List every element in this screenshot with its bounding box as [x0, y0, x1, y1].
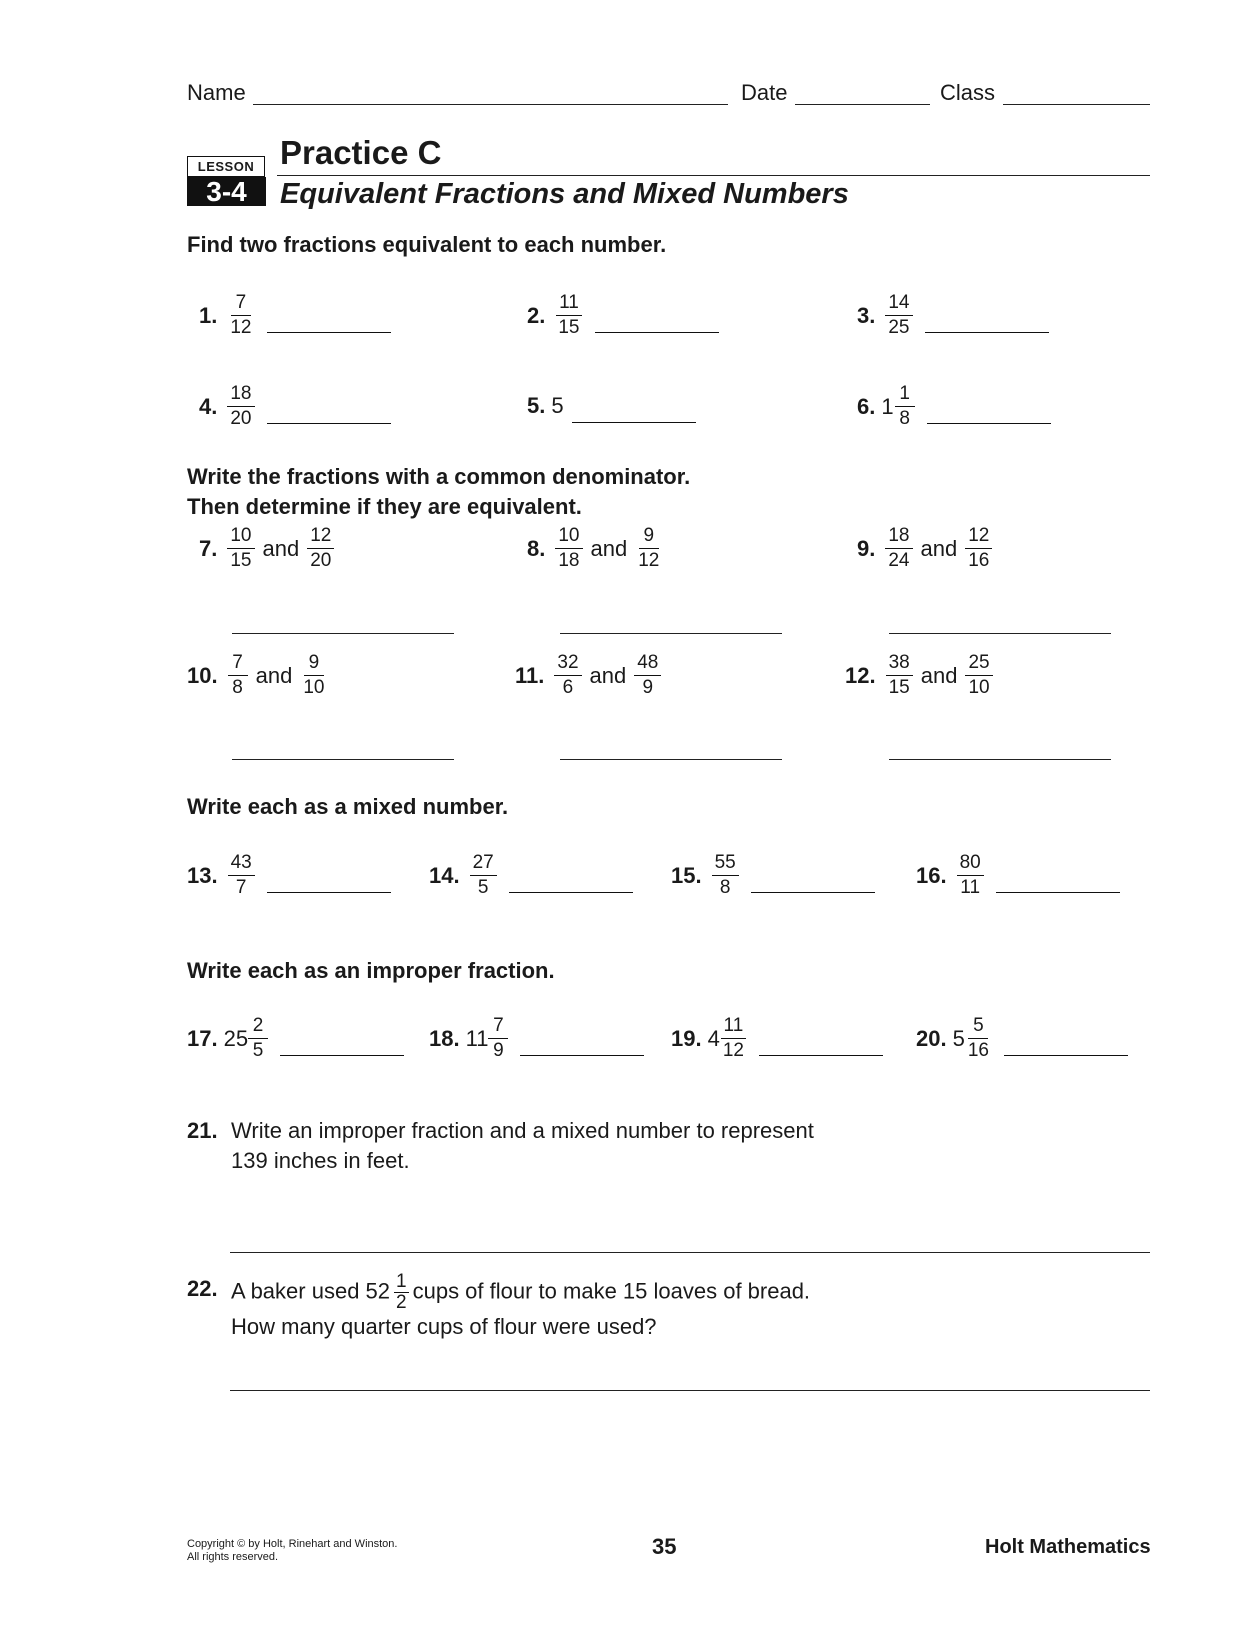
problem-3: [857, 292, 1049, 339]
numerator: 9: [304, 652, 324, 676]
fraction: [470, 852, 497, 899]
problem-number: 7.: [199, 535, 218, 561]
fraction: [488, 1015, 508, 1062]
problem-11: [515, 652, 665, 699]
problem-2: [527, 292, 719, 339]
fraction-b: [635, 525, 662, 572]
answer-blank[interactable]: [267, 892, 391, 893]
answer-line-21[interactable]: [230, 1252, 1150, 1253]
numerator: 55: [712, 852, 739, 876]
denominator: 11: [960, 877, 981, 898]
problem-number: 6.: [857, 393, 876, 419]
answer-line-8[interactable]: [560, 633, 782, 634]
problem-9: [857, 525, 996, 572]
problem-number: 4.: [199, 393, 218, 419]
page-subtitle: Equivalent Fractions and Mixed Numbers: [280, 178, 849, 210]
answer-line-10[interactable]: [232, 759, 454, 760]
denominator: 20: [310, 550, 332, 571]
answer-line-12[interactable]: [889, 759, 1111, 760]
problem-number: 21.: [187, 1118, 218, 1143]
fraction-b: [965, 525, 992, 572]
class-field[interactable]: [1003, 104, 1150, 105]
lesson-number: 3-4: [187, 177, 266, 206]
class-label: Class: [940, 80, 996, 105]
whole-number: 11: [465, 1025, 489, 1051]
problem-22-text-pre: A baker used 52: [231, 1278, 391, 1304]
fraction-a: [885, 525, 912, 572]
lesson-badge: [187, 156, 265, 206]
fraction-b: [307, 525, 334, 572]
problem-6: [857, 383, 1051, 430]
copyright-line2: All rights reserved.: [187, 1551, 279, 1563]
denominator: 15: [888, 677, 910, 698]
problem-number: 12.: [845, 662, 876, 688]
answer-line-11[interactable]: [560, 759, 782, 760]
problem-20: [916, 1015, 1128, 1062]
fraction: [712, 852, 739, 899]
denominator: 16: [968, 550, 990, 571]
problem-number: 13.: [187, 862, 218, 888]
numerator: 25: [965, 652, 992, 676]
numerator: 7: [228, 652, 248, 676]
problem-number: 11.: [515, 662, 545, 688]
fraction: [227, 383, 254, 430]
problem-number: 2.: [527, 302, 546, 328]
whole-number: 1: [881, 393, 894, 419]
lesson-word: LESSON: [187, 156, 265, 177]
problem-12: [845, 652, 997, 699]
numerator: 10: [555, 525, 582, 549]
and-word: and: [589, 662, 627, 688]
denominator: 10: [303, 677, 325, 698]
problem-8: [527, 525, 666, 572]
section1-instruction: Find two fractions equivalent to each number.: [187, 232, 667, 257]
title-rule: [277, 175, 1150, 176]
denominator: 15: [558, 317, 580, 338]
answer-blank[interactable]: [996, 892, 1120, 893]
numerator: 11: [721, 1015, 747, 1039]
problem-number: 5.: [527, 393, 546, 418]
fraction-b: [965, 652, 992, 699]
section4-instruction: Write each as an improper fraction.: [187, 958, 555, 983]
name-field[interactable]: [253, 104, 728, 105]
fraction: [555, 292, 582, 339]
fraction-a: [555, 525, 582, 572]
problem-21-line1: Write an improper fraction and a mixed number to represent: [231, 1118, 814, 1143]
answer-blank[interactable]: [572, 422, 696, 423]
fraction-b: [634, 652, 661, 699]
problem-number: 20.: [916, 1025, 947, 1051]
answer-blank[interactable]: [751, 892, 875, 893]
numerator: 10: [227, 525, 254, 549]
fraction: [720, 1015, 747, 1062]
date-label: Date: [741, 80, 788, 105]
problem-number: 14.: [429, 862, 460, 888]
numerator: 38: [886, 652, 913, 676]
and-word: and: [920, 662, 958, 688]
denominator: 15: [230, 550, 252, 571]
problem-17: [187, 1015, 404, 1062]
problem-number: 16.: [916, 862, 947, 888]
denominator: 6: [562, 677, 574, 698]
copyright-line1: Copyright © by Holt, Rinehart and Winston.: [187, 1538, 398, 1550]
problem-number: 3.: [857, 302, 876, 328]
numerator: 27: [470, 852, 497, 876]
whole-number: 4: [707, 1025, 720, 1051]
numerator: 43: [228, 852, 255, 876]
problem-10: [187, 652, 331, 699]
problem-number: 9.: [857, 535, 876, 561]
denominator: 12: [638, 550, 660, 571]
denominator: 9: [493, 1040, 504, 1061]
answer-blank[interactable]: [927, 423, 1051, 424]
denominator: 24: [888, 550, 910, 571]
problem-number: 18.: [429, 1025, 460, 1051]
denominator: 8: [899, 408, 910, 429]
denominator: 12: [722, 1040, 744, 1061]
problem-number: 10.: [187, 662, 218, 688]
fraction-a: [886, 652, 913, 699]
denominator: 20: [230, 408, 252, 429]
numerator: 48: [634, 652, 661, 676]
problem-1: [199, 292, 391, 339]
problem-22-line1: [231, 1272, 810, 1313]
numerator: 7: [231, 292, 251, 316]
fraction: [895, 383, 915, 430]
denominator: 2: [396, 1292, 407, 1313]
numerator: 80: [957, 852, 984, 876]
section3-instruction: Write each as a mixed number.: [187, 794, 509, 819]
denominator: 12: [230, 317, 252, 338]
denominator: 9: [642, 677, 654, 698]
numerator: 14: [885, 292, 912, 316]
section2-instruction-line2: Then determine if they are equivalent.: [187, 494, 582, 519]
denominator: 18: [558, 550, 580, 571]
problem-22-text-post: cups of flour to make 15 loaves of bread.: [412, 1278, 811, 1304]
answer-blank[interactable]: [280, 1055, 404, 1056]
numerator: 12: [307, 525, 334, 549]
problem-number: 15.: [671, 862, 702, 888]
fraction: [394, 1272, 409, 1313]
page-title: Practice C: [280, 134, 442, 171]
problem-number: 22.: [187, 1276, 218, 1301]
answer-blank[interactable]: [520, 1055, 644, 1056]
answer-line-22[interactable]: [230, 1390, 1150, 1391]
denominator: 7: [235, 877, 247, 898]
problem-22-line2: How many quarter cups of flour were used?: [231, 1314, 657, 1339]
answer-blank[interactable]: [509, 892, 633, 893]
problem-4: [199, 383, 391, 430]
problem-7: [199, 525, 338, 572]
problem-number: 19.: [671, 1025, 702, 1051]
fraction-a: [554, 652, 581, 699]
fraction-a: [227, 525, 254, 572]
fraction: [957, 852, 984, 899]
numerator: 18: [885, 525, 912, 549]
denominator: 5: [477, 877, 489, 898]
answer-blank[interactable]: [925, 332, 1049, 333]
numerator: 12: [965, 525, 992, 549]
numerator: 5: [968, 1015, 988, 1039]
fraction-b: [300, 652, 327, 699]
problem-number: 8.: [527, 535, 546, 561]
fraction: [228, 852, 255, 899]
problem-14: [429, 852, 633, 899]
fraction: [965, 1015, 992, 1062]
answer-line-9[interactable]: [889, 633, 1111, 634]
problem-22: [187, 1272, 1147, 1342]
problem-5: [527, 383, 696, 429]
answer-blank[interactable]: [595, 332, 719, 333]
section2-instruction-line1: Write the fractions with a common denominator.: [187, 464, 691, 489]
page-number: 35: [652, 1534, 677, 1559]
numerator: 2: [248, 1015, 268, 1039]
problem-21-line2: 139 inches in feet.: [231, 1148, 410, 1173]
numerator: 7: [488, 1015, 508, 1039]
denominator: 25: [888, 317, 910, 338]
answer-blank[interactable]: [267, 332, 391, 333]
answer-blank[interactable]: [759, 1055, 883, 1056]
whole-number: 5: [551, 393, 564, 418]
denominator: 16: [967, 1040, 989, 1061]
publisher-brand: Holt Mathematics: [985, 1536, 1151, 1558]
and-word: and: [920, 535, 958, 561]
name-label: Name: [187, 80, 246, 105]
problem-number: 17.: [187, 1025, 218, 1051]
numerator: 32: [554, 652, 581, 676]
problem-18: [429, 1015, 644, 1062]
and-word: and: [255, 662, 293, 688]
answer-line-7[interactable]: [232, 633, 454, 634]
numerator: 11: [556, 292, 582, 316]
numerator: 1: [396, 1271, 407, 1292]
denominator: 10: [968, 677, 990, 698]
numerator: 9: [639, 525, 659, 549]
denominator: 8: [232, 677, 243, 698]
date-field[interactable]: [795, 104, 930, 105]
denominator: 5: [252, 1040, 264, 1061]
problem-number: 1.: [199, 302, 218, 328]
answer-blank[interactable]: [1004, 1055, 1128, 1056]
whole-number: 5: [952, 1025, 965, 1051]
numerator: 18: [227, 383, 254, 407]
problem-21: [187, 1116, 1147, 1176]
and-word: and: [590, 535, 628, 561]
fraction-a: [228, 652, 248, 699]
fraction: [227, 292, 254, 339]
problem-15: [671, 852, 875, 899]
whole-number: 25: [223, 1025, 249, 1051]
and-word: and: [262, 535, 300, 561]
copyright: [187, 1538, 397, 1564]
fraction: [885, 292, 912, 339]
fraction: [248, 1015, 268, 1062]
denominator: 8: [719, 877, 731, 898]
problem-16: [916, 852, 1120, 899]
numerator: 1: [895, 383, 915, 407]
problem-13: [187, 852, 391, 899]
problem-19: [671, 1015, 883, 1062]
answer-blank[interactable]: [267, 423, 391, 424]
